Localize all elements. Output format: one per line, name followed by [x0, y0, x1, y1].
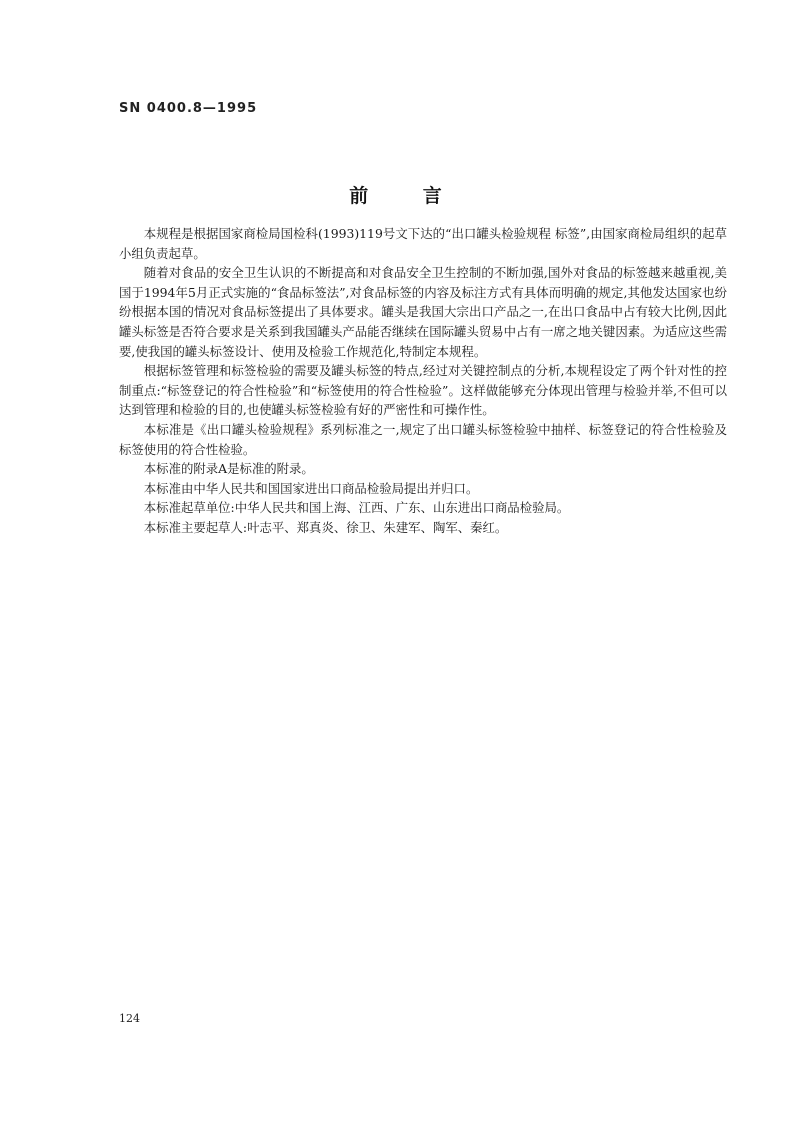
standard-code: SN 0400.8—1995	[119, 101, 258, 116]
paragraph: 本标准的附录A是标准的附录。	[143, 461, 314, 477]
paragraph: 本标准起草单位:中华人民共和国上海、江西、广东、山东进出口商品检验局。	[143, 500, 570, 516]
page-number: 124	[119, 1012, 140, 1025]
paragraph: 本规程是根据国家商检局国检科(1993)119号文下达的“出口罐头检验规程 标签”,由国家商检局组织的起草小组负责起草。	[119, 226, 727, 261]
paragraph: 本标准主要起草人:叶志平、郑真炎、徐卫、朱建军、陶军、秦红。	[143, 519, 508, 535]
page-title: 前 言	[349, 185, 442, 207]
foreword-body	[119, 224, 727, 538]
paragraph: 随着对食品的安全卫生认识的不断提高和对食品安全卫生控制的不断加强,国外对食品的标签越来越重视,美国于1994年5月正式实施的“食品标签法”,对食品标签的内容及标注方式有具体而明确的规定,其他发达国家也纷纷根据本国的情况对食品标签提出了具体要求。罐头是我国大宗出口产品之一,在出口食品中占有较大比例,因此罐头标签是否符合要求是关系到我国罐头产品能否继续在国际罐头贸易中占有一席之地关键因素。为适应这些需要,使我国的罐头标签设计、使用及检验工作规范化,特制定本规程。	[119, 265, 727, 359]
paragraph: 本标准是《出口罐头检验规程》系列标准之一,规定了出口罐头标签检验中抽样、标签登记的符合性检验及标签使用的符合性检验。	[119, 421, 727, 457]
paragraph: 根据标签管理和标签检验的需要及罐头标签的特点,经过对关键控制点的分析,本规程设定了两个针对性的控制重点:“标签登记的符合性检验”和“标签使用的符合性检验”。这样做能够充分体现出管理与检验并举,不但可以达到管理和检验的目的,也使罐头标签检验有好的严密性和可操作性。	[119, 363, 727, 418]
paragraph: 本标准由中华人民共和国国家进出口商品检验局提出并归口。	[143, 480, 479, 496]
